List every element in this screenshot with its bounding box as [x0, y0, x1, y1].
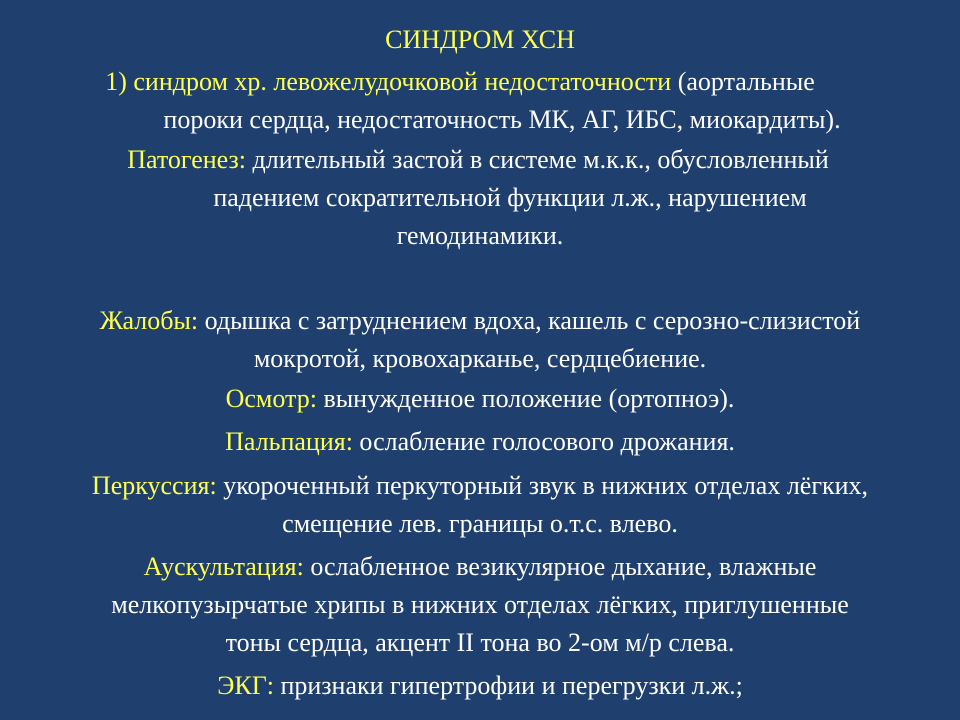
- pathogenesis-text-end: гемодинамики.: [396, 221, 564, 250]
- auscultation-text-cont: мелкопузырчатые хрипы в нижних отделах лёгких, приглушенные: [111, 590, 849, 619]
- pathogenesis-line2: [30, 180, 960, 216]
- item1-line1: [0, 64, 940, 100]
- complaints-line1: [0, 303, 960, 339]
- auscultation-line3: [0, 625, 960, 661]
- palpation-label: Пальпация:: [225, 427, 353, 456]
- palpation-line: [0, 424, 960, 460]
- percussion-line1: [0, 468, 960, 504]
- pathogenesis-label: Патогенез:: [127, 145, 247, 174]
- ecg-text: признаки гипертрофии и перегрузки л.ж.;: [273, 671, 743, 700]
- auscultation-line2: [0, 587, 960, 623]
- percussion-line2: [0, 506, 960, 542]
- auscultation-line1: [0, 549, 960, 585]
- complaints-line2: [0, 341, 960, 377]
- pathogenesis-line1: [0, 142, 958, 178]
- item1-text: (аортальные: [671, 67, 815, 96]
- complaints-label: Жалобы:: [99, 306, 199, 335]
- percussion-text-cont: смещение лев. границы о.т.с. влево.: [282, 509, 678, 538]
- inspection-line: [0, 381, 960, 417]
- percussion-label: Перкуссия:: [91, 471, 217, 500]
- percussion-text: укороченный перкуторный звук в нижних отделах лёгких,: [216, 471, 869, 500]
- ecg-line: [0, 668, 960, 704]
- item1-label: 1) синдром хр. левожелудочковой недостаточности: [105, 67, 672, 96]
- inspection-text: вынужденное положение (ортопноэ).: [316, 384, 735, 413]
- item1-line2: [22, 102, 960, 138]
- item1-text-cont: пороки сердца, недостаточность МК, АГ, ИБС, миокардиты).: [163, 105, 841, 134]
- inspection-label: Осмотр:: [225, 384, 317, 413]
- slide-title: [0, 22, 960, 58]
- auscultation-label: Аускультация:: [143, 552, 304, 581]
- pathogenesis-line3: [0, 218, 960, 254]
- pathogenesis-text-cont: падением сократительной функции л.ж., нарушением: [213, 183, 807, 212]
- title-text: СИНДРОМ ХСН: [385, 25, 575, 54]
- complaints-text: одышка с затруднением вдоха, кашель с серозно-слизистой: [198, 306, 861, 335]
- auscultation-text-end: тоны сердца, акцент II тона во 2-ом м/р слева.: [225, 628, 735, 657]
- complaints-text-cont: мокротой, кровохарканье, сердцебиение.: [253, 344, 707, 373]
- auscultation-text: ослабленное везикулярное дыхание, влажные: [303, 552, 817, 581]
- palpation-text: ослабление голосового дрожания.: [352, 427, 735, 456]
- ecg-label: ЭКГ:: [217, 671, 274, 700]
- pathogenesis-text: длительный застой в системе м.к.к., обусловленный: [246, 145, 829, 174]
